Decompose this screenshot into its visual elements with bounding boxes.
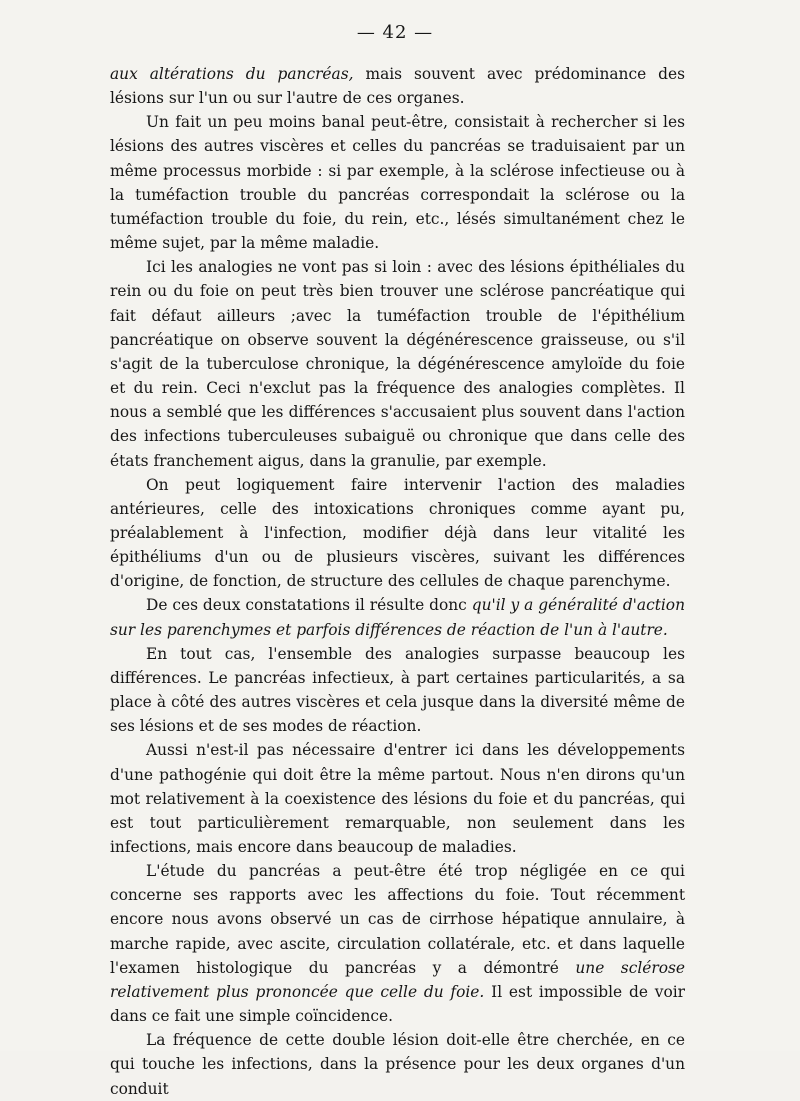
- paragraph-5-text: De ces deux constatations il résulte donc: [146, 596, 472, 615]
- paragraph-6: En tout cas, l'ensemble des analogies surpasse beaucoup les différences. Le pancréas infectieux, à part certaines particularités, a sa place à côté des autres viscères et cela jusque dans la diversité même de ses lésions et de ses modes de réaction.: [110, 644, 685, 736]
- paragraph-3: Ici les analogies ne vont pas si loin : avec des lésions épithéliales du rein ou du foie on peut très bien trouver une sclérose pancréatique qui fait défaut ailleurs ;avec la tuméfaction trouble de l'épithélium pancréatique on observe souvent la dégénérescence graisseuse, ou s'il s'agit de la tuberculose chronique, la dégénérescence amyloïde du foie et du rein. Ceci n'exclut pas la fréquence des analogies complètes. Il nous a semblé que les différences s'accusaient plus souvent dans l'action des infections tuberculeuses subaiguë ou chronique que dans celle des états franchement aigus, dans la granulie, par exemple.: [110, 258, 685, 470]
- body-text: [110, 62, 685, 1101]
- paragraph-1-italic-lead: aux altérations du pancréas,: [110, 65, 354, 83]
- paragraph-4: On peut logiquement faire intervenir l'action des maladies antérieures, celle des intoxications chroniques comme ayant pu, préalablement à l'infection, modifier déjà dans leur vitalité les épithéliums d'un ou de plusieurs viscères, suivant les différences d'origine, de fonction, de structure des cellules de chaque parenchyme.: [110, 475, 685, 591]
- paragraph-8-text: L'étude du pancréas a peut-être été trop négligée en ce qui concerne ses rapports avec les affections du foie. Tout récemment encore nous avons observé un cas de cirrhose hépatique annulaire, à marche rapide, avec ascite, circulation collatérale, etc. et dans laquelle l'examen histologique du pancréas y a démontré: [110, 862, 685, 977]
- paragraph-1-text: mais souvent avec prédominance des lésions sur l'un ou sur l'autre de ces organes.: [110, 65, 686, 108]
- paragraph-5: [110, 593, 685, 641]
- paragraph-7: Aussi n'est-il pas nécessaire d'entrer ici dans les développements d'une pathogénie qui doit être la même partout. Nous n'en dirons qu'un mot relativement à la coexistence des lésions du foie et du pancréas, qui est tout particulièrement remarquable, non seulement dans les infections, mais encore dans beaucoup de maladies.: [110, 741, 685, 856]
- paragraph-8-text-after: Il est impossible de voir dans ce fait une simple coïncidence.: [110, 982, 685, 1026]
- paragraph-8: [110, 859, 685, 1028]
- paragraph-5-italic: qu'il y a généralité d'action sur les parenchymes et parfois différences de réaction de l'un à l'autre.: [110, 596, 685, 639]
- paragraph-9: La fréquence de cette double lésion doit-elle être cherchée, en ce qui touche les infections, dans la présence pour les deux organes d'un conduit: [110, 1031, 685, 1098]
- page-number: — 42 —: [356, 22, 434, 43]
- paragraph-2: Un fait un peu moins banal peut-être, consistait à rechercher si les lésions des autres viscères et celles du pancréas se traduisaient par un même processus morbide : si par exemple, à la sclérose infectieuse ou à la tuméfaction trouble du pancréas correspondait la sclérose ou la tuméfaction trouble du foie, du rein, etc., lésés simultanément chez le même sujet, par la même maladie.: [110, 113, 685, 253]
- paragraph-1: [110, 62, 685, 110]
- paragraph-8-italic: une sclérose relativement plus prononcée que celle du foie.: [110, 958, 685, 1001]
